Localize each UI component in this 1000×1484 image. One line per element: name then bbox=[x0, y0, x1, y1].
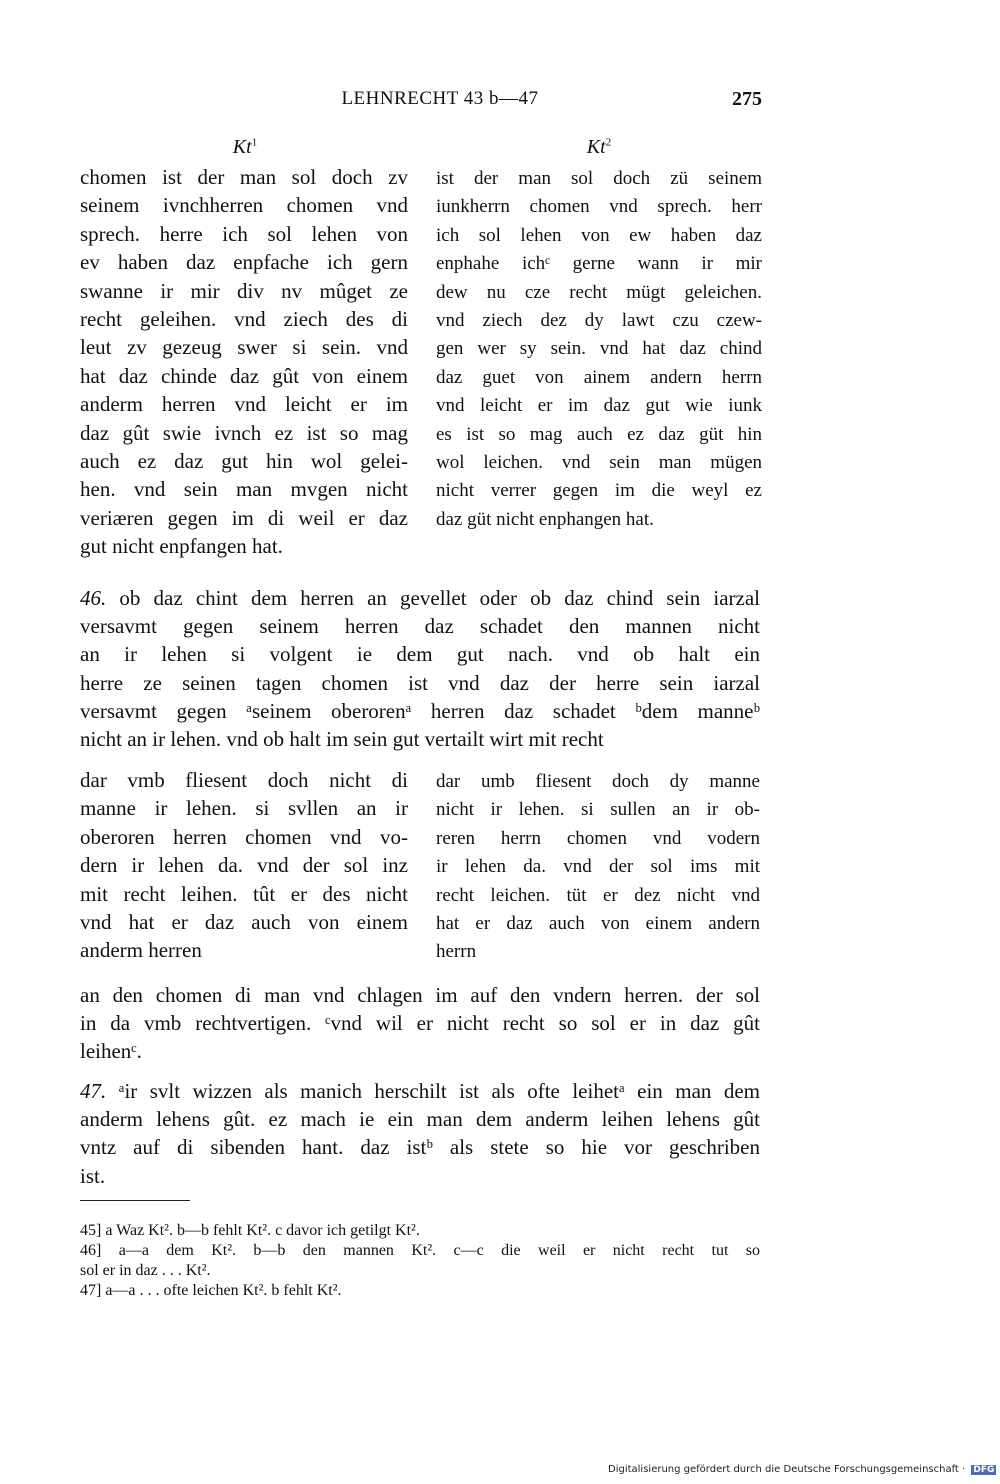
kt1-line: daz gût swie ivnch ez ist so mag bbox=[80, 420, 408, 445]
footnote-line: sol er in daz . . . Kt². bbox=[80, 1262, 211, 1279]
kt2-line: dew nu cze recht mügt geleichen. bbox=[436, 281, 762, 303]
para46-line: nicht an ir lehen. vnd ob halt im sein gut vertailt wirt mit recht bbox=[80, 727, 604, 752]
para46-cont-line: an den chomen di man vnd chlagen im auf den vndern herren. der sol bbox=[80, 983, 760, 1007]
right-heading-text: Kt bbox=[586, 136, 606, 158]
kt2-line: daz güt nicht enphangen hat. bbox=[436, 508, 654, 530]
kt1-line: leut zv gezeug swer si sein. vnd bbox=[80, 335, 408, 360]
kt1-line: sprech. herre ich sol lehen von bbox=[80, 221, 408, 246]
left-heading-sup: 1 bbox=[251, 136, 258, 149]
kt2-line: herrn bbox=[436, 941, 477, 963]
top-left-column bbox=[80, 163, 408, 561]
kt1-line: auch ez daz gut hin wol gelei- bbox=[80, 449, 408, 474]
footnote-line: 45] a Waz Kt². b—b fehlt Kt². c davor ich getilgt Kt². bbox=[80, 1222, 420, 1239]
footnote-line: 46] a—a dem Kt². b—b den mannen Kt². c—c die weil er nicht recht tut so bbox=[80, 1242, 760, 1259]
mid-right-column bbox=[436, 768, 760, 967]
kt2-line: es ist so mag auch ez daz güt hin bbox=[436, 423, 762, 445]
para46-cont-line: leihenᶜ. bbox=[80, 1039, 142, 1064]
kt1-line: dar vmb fliesent doch nicht di bbox=[80, 768, 408, 792]
para46-line: versavmt gegen seinem herren daz schadet den mannen nicht bbox=[80, 614, 760, 639]
kt2-line: nicht ir lehen. si sullen an ir ob- bbox=[436, 799, 760, 821]
kt1-line: anderm herren bbox=[80, 938, 202, 963]
mid-left-column bbox=[80, 766, 408, 965]
kt2-line: daz guet von ainem andern herrn bbox=[436, 366, 762, 388]
kt1-line: hen. vnd sein man mvgen nicht bbox=[80, 477, 408, 502]
paragraph-first-line-text: ᵃir svlt wizzen als manich herschilt ist als ofte leihetᵃ ein man dem bbox=[118, 1079, 761, 1103]
para46-cont-line: in da vmb rechtvertigen. ᶜvnd wil er nicht recht so sol er in daz gût bbox=[80, 1011, 760, 1036]
footnote-rule bbox=[80, 1200, 190, 1201]
page-header-title: LEHNRECHT 43 b—47 bbox=[341, 88, 539, 109]
left-heading-text: Kt bbox=[232, 136, 252, 158]
para46-line: an ir lehen si volgent ie dem gut nach. vnd ob halt ein bbox=[80, 642, 760, 667]
paragraph-46-continuation bbox=[80, 981, 760, 1066]
kt1-line: dern ir lehen da. vnd der sol inz bbox=[80, 853, 408, 878]
paragraph-number: 47. bbox=[80, 1079, 119, 1103]
kt2-line: hat er daz auch von einem andern bbox=[436, 913, 760, 935]
kt1-line: swanne ir mir div nv mûget ze bbox=[80, 278, 408, 303]
left-column-heading bbox=[80, 136, 410, 159]
kt1-line: gut nicht enpfangen hat. bbox=[80, 534, 283, 559]
paragraph-47 bbox=[80, 1077, 760, 1190]
kt1-line: ev haben daz enpfache ich gern bbox=[80, 250, 408, 275]
kt1-line: oberoren herren chomen vnd vo- bbox=[80, 824, 408, 849]
para46-line: versavmt gegen ᵃseinem oberorenᵃ herren daz schadet ᵇdem manneᵇ bbox=[80, 698, 760, 723]
dfg-logo: DFG bbox=[973, 1465, 995, 1475]
para47-line: anderm lehens gût. ez mach ie ein man dem anderm leihen lehens gût bbox=[80, 1107, 760, 1132]
kt2-line: recht leichen. tüt er dez nicht vnd bbox=[436, 884, 760, 906]
kt1-line: hat daz chinde daz gût von einem bbox=[80, 363, 408, 388]
kt2-line: vnd ziech dez dy lawt czu czew- bbox=[436, 310, 762, 332]
digitization-note: Digitalisierung gefördert durch die Deutsche Forschungsgemeinschaft · DFG bbox=[608, 1464, 995, 1475]
kt2-line: enphahe ichᶜ gerne wann ir mir bbox=[436, 253, 762, 275]
kt1-line: veriæren gegen im di weil er daz bbox=[80, 505, 408, 530]
kt1-line: mit recht leihen. tût er des nicht bbox=[80, 881, 408, 906]
kt1-line: recht geleihen. vnd ziech des di bbox=[80, 307, 408, 332]
kt2-line: vnd leicht er im daz gut wie iunk bbox=[436, 395, 762, 417]
kt2-line: gen wer sy sein. vnd hat daz chind bbox=[436, 338, 762, 360]
para47-line bbox=[80, 1077, 760, 1105]
kt1-line: vnd hat er daz auch von einem bbox=[80, 910, 408, 935]
para46-line bbox=[80, 584, 760, 612]
footnote-line: 47] a—a . . . ofte leichen Kt². b fehlt Kt². bbox=[80, 1282, 342, 1299]
footnotes bbox=[80, 1221, 760, 1301]
kt2-line: ist der man sol doch zü seinem bbox=[436, 168, 762, 189]
kt2-line: reren herrn chomen vnd vodern bbox=[436, 827, 760, 849]
para46-line: herre ze seinen tagen chomen ist vnd daz der herre sein iarzal bbox=[80, 670, 760, 695]
kt2-line: ich sol lehen von ew haben daz bbox=[436, 224, 762, 246]
kt1-line: anderm herren vnd leicht er im bbox=[80, 392, 408, 417]
para47-line: vntz auf di sibenden hant. daz istᵇ als stete so hie vor geschriben bbox=[80, 1135, 760, 1160]
paragraph-46 bbox=[80, 584, 760, 753]
right-heading-sup: 2 bbox=[605, 136, 612, 149]
right-column-heading bbox=[436, 136, 762, 159]
kt2-line: wol leichen. vnd sein man mügen bbox=[436, 452, 762, 474]
kt1-line: seinem ivnchherren chomen vnd bbox=[80, 193, 408, 218]
digitization-text: Digitalisierung gefördert durch die Deutsche Forschungsgemeinschaft bbox=[608, 1464, 959, 1475]
kt2-line: iunkherrn chomen vnd sprech. herr bbox=[436, 196, 762, 218]
kt2-line: dar umb fliesent doch dy manne bbox=[436, 771, 760, 792]
paragraph-first-line-text: ob daz chint dem herren an gevellet oder ob daz chind sein iarzal bbox=[119, 586, 761, 610]
paragraph-number: 46. bbox=[80, 586, 120, 610]
kt2-line: ir lehen da. vnd der sol ims mit bbox=[436, 856, 760, 878]
kt1-line: manne ir lehen. si svllen an ir bbox=[80, 796, 408, 821]
kt2-line: nicht verrer gegen im die weyl ez bbox=[436, 480, 762, 502]
kt1-line: chomen ist der man sol doch zv bbox=[80, 165, 408, 189]
para47-line: ist. bbox=[80, 1163, 106, 1188]
top-right-column bbox=[436, 165, 762, 534]
page-number: 275 bbox=[732, 88, 762, 110]
